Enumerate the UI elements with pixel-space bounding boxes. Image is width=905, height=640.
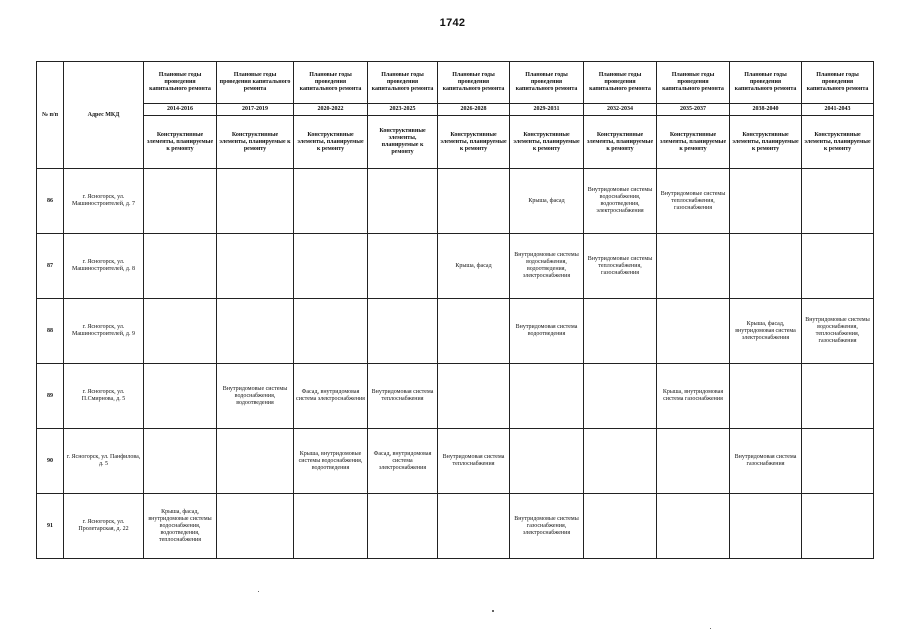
repair-cell (294, 169, 368, 234)
table-row (37, 169, 874, 234)
row-address: г. Ясногорск, ул. Машиностроителей, д. 8 (64, 234, 144, 299)
num-header: № п/п (37, 62, 64, 169)
repair-cell: Внутридомовые системы водоснабжения, водоотведения, электроснабжения (510, 234, 584, 299)
repair-cell (217, 234, 294, 299)
period-title-header: Плановые годы проведения капитального ремонта (217, 62, 294, 104)
years-header: 2029-2031 (510, 104, 584, 116)
repair-cell (730, 364, 802, 429)
repair-cell: Крыша, фасад (438, 234, 510, 299)
repair-cell (438, 364, 510, 429)
row-number: 89 (37, 364, 64, 429)
repair-cell: Фасад, внутридомовая система электроснабжения (368, 429, 438, 494)
repair-cell (657, 299, 730, 364)
repair-cell (730, 494, 802, 559)
years-header: 2035-2037 (657, 104, 730, 116)
repair-cell (368, 299, 438, 364)
table-row (37, 429, 874, 494)
repair-cell (730, 234, 802, 299)
elements-header: Конструктивные элементы, планируемые к ремонту (657, 116, 730, 169)
elements-header: Конструктивные элементы, планируемые к ремонту (294, 116, 368, 169)
repair-cell: Внутридомовые системы газоснабжения, электроснабжения (510, 494, 584, 559)
table-row (37, 494, 874, 559)
repair-cell (368, 169, 438, 234)
repair-cell (144, 299, 217, 364)
repair-cell (730, 169, 802, 234)
repair-cell (438, 299, 510, 364)
repair-cell (438, 494, 510, 559)
period-title-header: Плановые годы проведения капитального ремонта (584, 62, 657, 104)
elements-header: Конструктивные элементы, планируемые к ремонту (368, 116, 438, 169)
elements-header: Конструктивные элементы, планируемые к ремонту (144, 116, 217, 169)
address-header: Адрес МКД (64, 62, 144, 169)
repair-cell (802, 364, 874, 429)
repair-cell (144, 364, 217, 429)
repair-cell (657, 494, 730, 559)
years-header: 2026-2028 (438, 104, 510, 116)
period-title-header: Плановые годы проведения капитального ремонта (438, 62, 510, 104)
row-address: г. Ясногорск, ул. Машиностроителей, д. 9 (64, 299, 144, 364)
elements-header: Конструктивные элементы, планируемые к ремонту (438, 116, 510, 169)
repair-cell (144, 429, 217, 494)
repair-cell (802, 429, 874, 494)
row-number: 91 (37, 494, 64, 559)
repair-cell: Внутридомовые системы водоснабжения, теплоснабжения, газоснабжения (802, 299, 874, 364)
years-header: 2014-2016 (144, 104, 217, 116)
row-address: г. Ясногорск, ул. Машиностроителей, д. 7 (64, 169, 144, 234)
repair-cell (802, 494, 874, 559)
repair-cell (294, 299, 368, 364)
repair-cell (217, 299, 294, 364)
repair-cell (217, 429, 294, 494)
repair-cell (368, 494, 438, 559)
header-row-titles (37, 62, 874, 104)
repair-cell (294, 494, 368, 559)
years-header: 2041-2043 (802, 104, 874, 116)
table-row (37, 234, 874, 299)
elements-header: Конструктивные элементы, планируемые к ремонту (730, 116, 802, 169)
repair-cell: Крыша, внутридомовая система газоснабжения (657, 364, 730, 429)
period-title-header: Плановые годы проведения капитального ремонта (368, 62, 438, 104)
elements-header: Конструктивные элементы, планируемые к ремонту (510, 116, 584, 169)
repair-cell: Фасад, внутридомовая система электроснабжения (294, 364, 368, 429)
repair-cell: Внутридомовая система водоотведения (510, 299, 584, 364)
period-title-header: Плановые годы проведения капитального ремонта (294, 62, 368, 104)
years-header: 2032-2034 (584, 104, 657, 116)
repair-cell (144, 169, 217, 234)
repair-cell (802, 234, 874, 299)
scan-speck (710, 628, 711, 629)
scan-speck (492, 610, 494, 612)
repair-cell (584, 429, 657, 494)
repair-cell (584, 299, 657, 364)
repair-cell (510, 429, 584, 494)
capital-repair-table (36, 61, 874, 559)
row-number: 86 (37, 169, 64, 234)
repair-cell: Внутридомовые системы водоснабжения, водоотведения, электроснабжения (584, 169, 657, 234)
repair-cell: Внутридомовые системы теплоснабжения, газоснабжения (584, 234, 657, 299)
repair-cell (368, 234, 438, 299)
years-header: 2017-2019 (217, 104, 294, 116)
table-row (37, 364, 874, 429)
repair-cell (144, 234, 217, 299)
repair-cell: Крыша, фасад, внутридомовая система электроснабжения (730, 299, 802, 364)
years-header: 2038-2040 (730, 104, 802, 116)
row-address: г. Ясногорск, ул. Панфилова, д. 5 (64, 429, 144, 494)
row-number: 88 (37, 299, 64, 364)
period-title-header: Плановые годы проведения капитального ремонта (802, 62, 874, 104)
repair-cell: Внутридомовая система газоснабжения (730, 429, 802, 494)
scan-speck (258, 591, 259, 592)
years-header: 2020-2022 (294, 104, 368, 116)
repair-cell: Крыша, фасад (510, 169, 584, 234)
row-number: 87 (37, 234, 64, 299)
repair-cell (294, 234, 368, 299)
period-title-header: Плановые годы проведения капитального ремонта (730, 62, 802, 104)
table-row (37, 299, 874, 364)
period-title-header: Плановые годы проведения капитального ремонта (510, 62, 584, 104)
repair-cell (510, 364, 584, 429)
repair-cell (657, 234, 730, 299)
repair-cell (657, 429, 730, 494)
row-address: г. Ясногорск, ул. Пролетарская, д. 22 (64, 494, 144, 559)
repair-cell: Крыша, фасад, внутридомовые системы водоснабжения, водоотведения, теплоснабжения (144, 494, 217, 559)
row-address: г. Ясногорск, ул. П.Смирнова, д. 5 (64, 364, 144, 429)
repair-cell (584, 364, 657, 429)
period-title-header: Плановые годы проведения капитального ремонта (657, 62, 730, 104)
years-header: 2023-2025 (368, 104, 438, 116)
elements-header: Конструктивные элементы, планируемые к ремонту (584, 116, 657, 169)
repair-cell (802, 169, 874, 234)
repair-cell (584, 494, 657, 559)
elements-header: Конструктивные элементы, планируемые к ремонту (217, 116, 294, 169)
repair-cell: Внутридомовые системы теплоснабжения, газоснабжения (657, 169, 730, 234)
page-number: 1742 (439, 17, 466, 29)
repair-cell: Внутридомовая система теплоснабжения (438, 429, 510, 494)
repair-cell: Внутридомовые системы водоснабжения, водоотведения (217, 364, 294, 429)
period-title-header: Плановые годы проведения капитального ремонта (144, 62, 217, 104)
repair-cell: Крыша, внутридомовые системы водоснабжения, водоотведения (294, 429, 368, 494)
header-row-elements (37, 116, 874, 169)
repair-cell (217, 169, 294, 234)
row-number: 90 (37, 429, 64, 494)
repair-cell (217, 494, 294, 559)
elements-header: Конструктивные элементы, планируемые к ремонту (802, 116, 874, 169)
header-row-years (37, 104, 874, 116)
repair-cell: Внутридомовая система теплоснабжения (368, 364, 438, 429)
repair-cell (438, 169, 510, 234)
